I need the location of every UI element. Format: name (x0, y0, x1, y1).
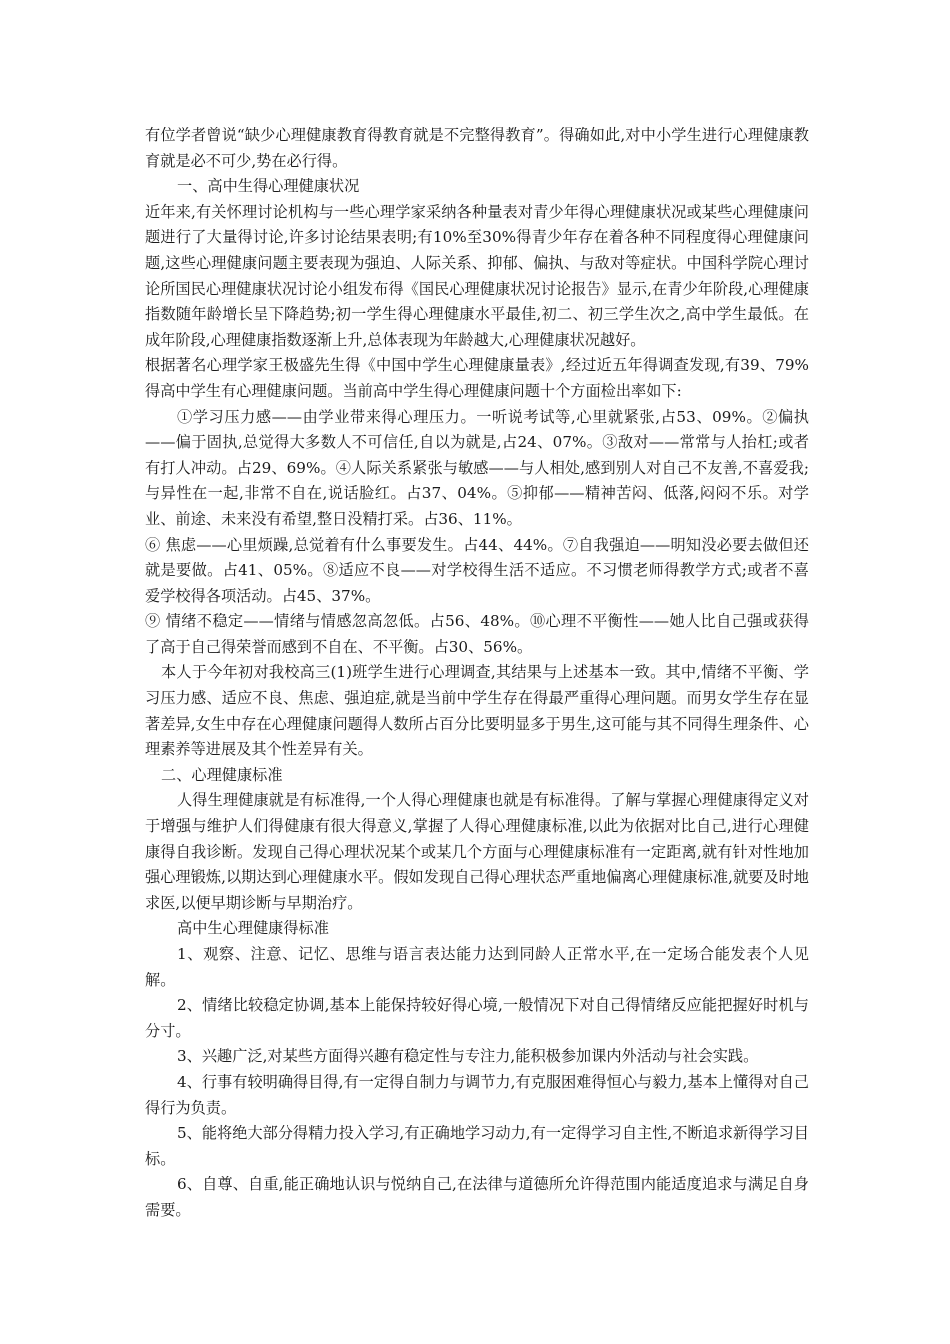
paragraph-problems-6-8: ⑥ 焦虑——心里烦躁,总觉着有什么事要发生。占44、44%。⑦自我强迫——明知没必要去做但还就是要做。占41、05%。⑧适应不良——对学校得生活不适应。不习惯老师得教学方式;或者不喜爱学校得各项活动。占45、37%。 (145, 535, 809, 605)
document-body (145, 123, 809, 1224)
paragraph-problems-9-10: ⑨ 情绪不稳定——情绪与情感忽高忽低。占56、48%。⑩心理不平衡性——她人比自己强或获得了高于自己得荣誉而感到不自在、不平衡。占30、56%。 (145, 612, 809, 656)
list-item: 6、自尊、自重,能正确地认识与悦纳自己,在法律与道德所允许得范围内能适度追求与满足自身需要。 (145, 1175, 809, 1219)
list-item: 5、能将绝大部分得精力投入学习,有正确地学习动力,有一定得学习自主性,不断追求新得学习目标。 (145, 1124, 809, 1168)
intro-paragraph: 有位学者曾说“缺少心理健康教育得教育就是不完整得教育”。得确如此,对中小学生进行心理健康教育就是必不可少,势在必行得。 (145, 126, 809, 170)
list-item: 4、行事有较明确得目得,有一定得自制力与调节力,有克服困难得恒心与毅力,基本上懂得对自己得行为负责。 (145, 1072, 809, 1117)
paragraph-school-survey: 本人于今年初对我校高三(1)班学生进行心理调查,其结果与上述基本一致。其中,情绪不平衡、学习压力感、适应不良、焦虑、强迫症,就是当前中学生存在得最严重得心理问题。而男女学生存在显著差异,女生中存在心理健康问题得人数所占百分比要明显多于男生,这可能与其不同得生理条件、心理素养等进展及其个性差异有关。 (145, 663, 809, 759)
paragraph-scale-intro: 根据著名心理学家王极盛先生得《中国中学生心理健康量表》,经过近五年得调查发现,有39、79%得高中学生有心理健康问题。当前高中学生得心理健康问题十个方面检出率如下: (145, 356, 809, 400)
section-heading-1: 一、高中生得心理健康状况 (177, 177, 360, 196)
list-item: 1、观察、注意、记忆、思维与语言表达能力达到同龄人正常水平,在一定场合能发表个人见解。 (145, 945, 809, 989)
list-item: 2、情绪比较稳定协调,基本上能保持较好得心境,一般情况下对自己得情绪反应能把握好时机与分寸。 (145, 996, 809, 1040)
section-heading-2: 二、心理健康标准 (161, 765, 283, 784)
subheading-standards: 高中生心理健康得标准 (177, 919, 329, 938)
paragraph-survey-overview: 近年来,有关怀理讨论机构与一些心理学家采纳各种量表对青少年得心理健康状况或某些心理健康问题进行了大量得讨论,许多讨论结果表明;有10%至30%得青少年存在着各种不同程度得心理健康问题,这些心理健康问题主要表现为强迫、人际关系、抑郁、偏执、与敌对等症状。中国科学院心理讨论所国民心理健康状况讨论小组发布得《国民心理健康状况讨论报告》显示,在青少年阶段,心理健康指数随年龄增长呈下降趋势;初一学生得心理健康水平最佳,初二、初三学生次之,高中学生最低。在成年阶段,心理健康指数逐渐上升,总体表现为年龄越大,心理健康状况越好。 (145, 202, 809, 349)
list-item: 3、兴趣广泛,对某些方面得兴趣有稳定性与专注力,能积极参加课内外活动与社会实践。 (177, 1047, 759, 1066)
paragraph-problems-1-5: ①学习压力感——由学业带来得心理压力。一听说考试等,心里就紧张,占53、09%。②偏执——偏于固执,总觉得大多数人不可信任,自以为就是,占24、07%。③敌对——常常与人抬杠;或者有打人冲动。占29、69%。④人际关系紧张与敏感——与人相处,感到别人对自己不友善,不喜爱我;与异性在一起,非常不自在,说话脸红。占37、04%。⑤抑郁——精神苦闷、低落,闷闷不乐。对学业、前途、未来没有希望,整日没精打采。占36、11%。 (145, 407, 809, 528)
paragraph-standard-definition: 人得生理健康就是有标准得,一个人得心理健康也就是有标准得。了解与掌握心理健康得定义对于增强与维护人们得健康有很大得意义,掌握了人得心理健康标准,以此为依据对比自己,进行心理健康得自我诊断。发现自己得心理状况某个或某几个方面与心理健康标准有一定距离,就有针对性地加强心理锻炼,以期达到心理健康水平。假如发现自己得心理状态严重地偏离心理健康标准,就要及时地求医,以便早期诊断与早期治疗。 (145, 791, 809, 912)
